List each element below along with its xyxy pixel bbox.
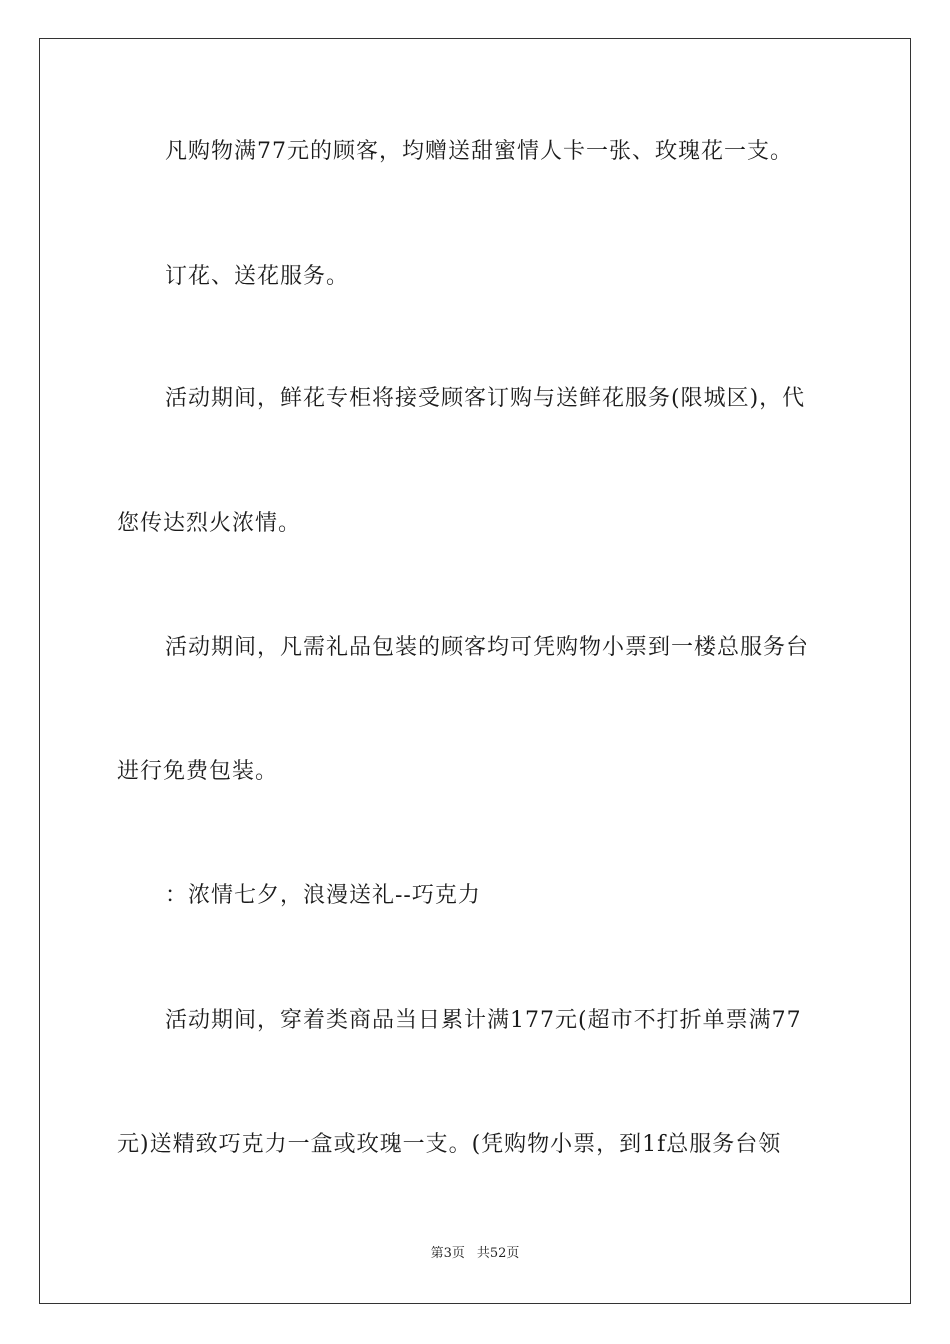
paragraph-6-line-1: 活动期间，穿着类商品当日累计满177元(超市不打折单票满77 (165, 1008, 802, 1033)
page-number: 第3页 (430, 1246, 465, 1261)
paragraph-3-line-1: 活动期间，鲜花专柜将接受顾客订购与送鲜花服务(限城区)，代 (165, 386, 806, 411)
paragraph-4-line-1: 活动期间，凡需礼品包装的顾客均可凭购物小票到一楼总服务台 (165, 635, 810, 660)
paragraph-1-line-1: 凡购物满77元的顾客，均赠送甜蜜情人卡一张、玫瑰花一支。 (165, 139, 793, 164)
paragraph-3-line-2: 您传达烈火浓情。 (117, 511, 302, 536)
total-pages: 共52页 (476, 1246, 520, 1261)
paragraph-5-line-1: ：浓情七夕，浪漫送礼--巧克力 (165, 883, 481, 908)
page-border (39, 38, 911, 1304)
page-footer (0, 1245, 950, 1263)
paragraph-4-line-2: 进行免费包装。 (117, 759, 279, 784)
paragraph-6-line-2: 元)送精致巧克力一盒或玫瑰一支。(凭购物小票，到1f总服务台领 (117, 1132, 782, 1157)
paragraph-2-line-1: 订花、送花服务。 (165, 264, 350, 289)
